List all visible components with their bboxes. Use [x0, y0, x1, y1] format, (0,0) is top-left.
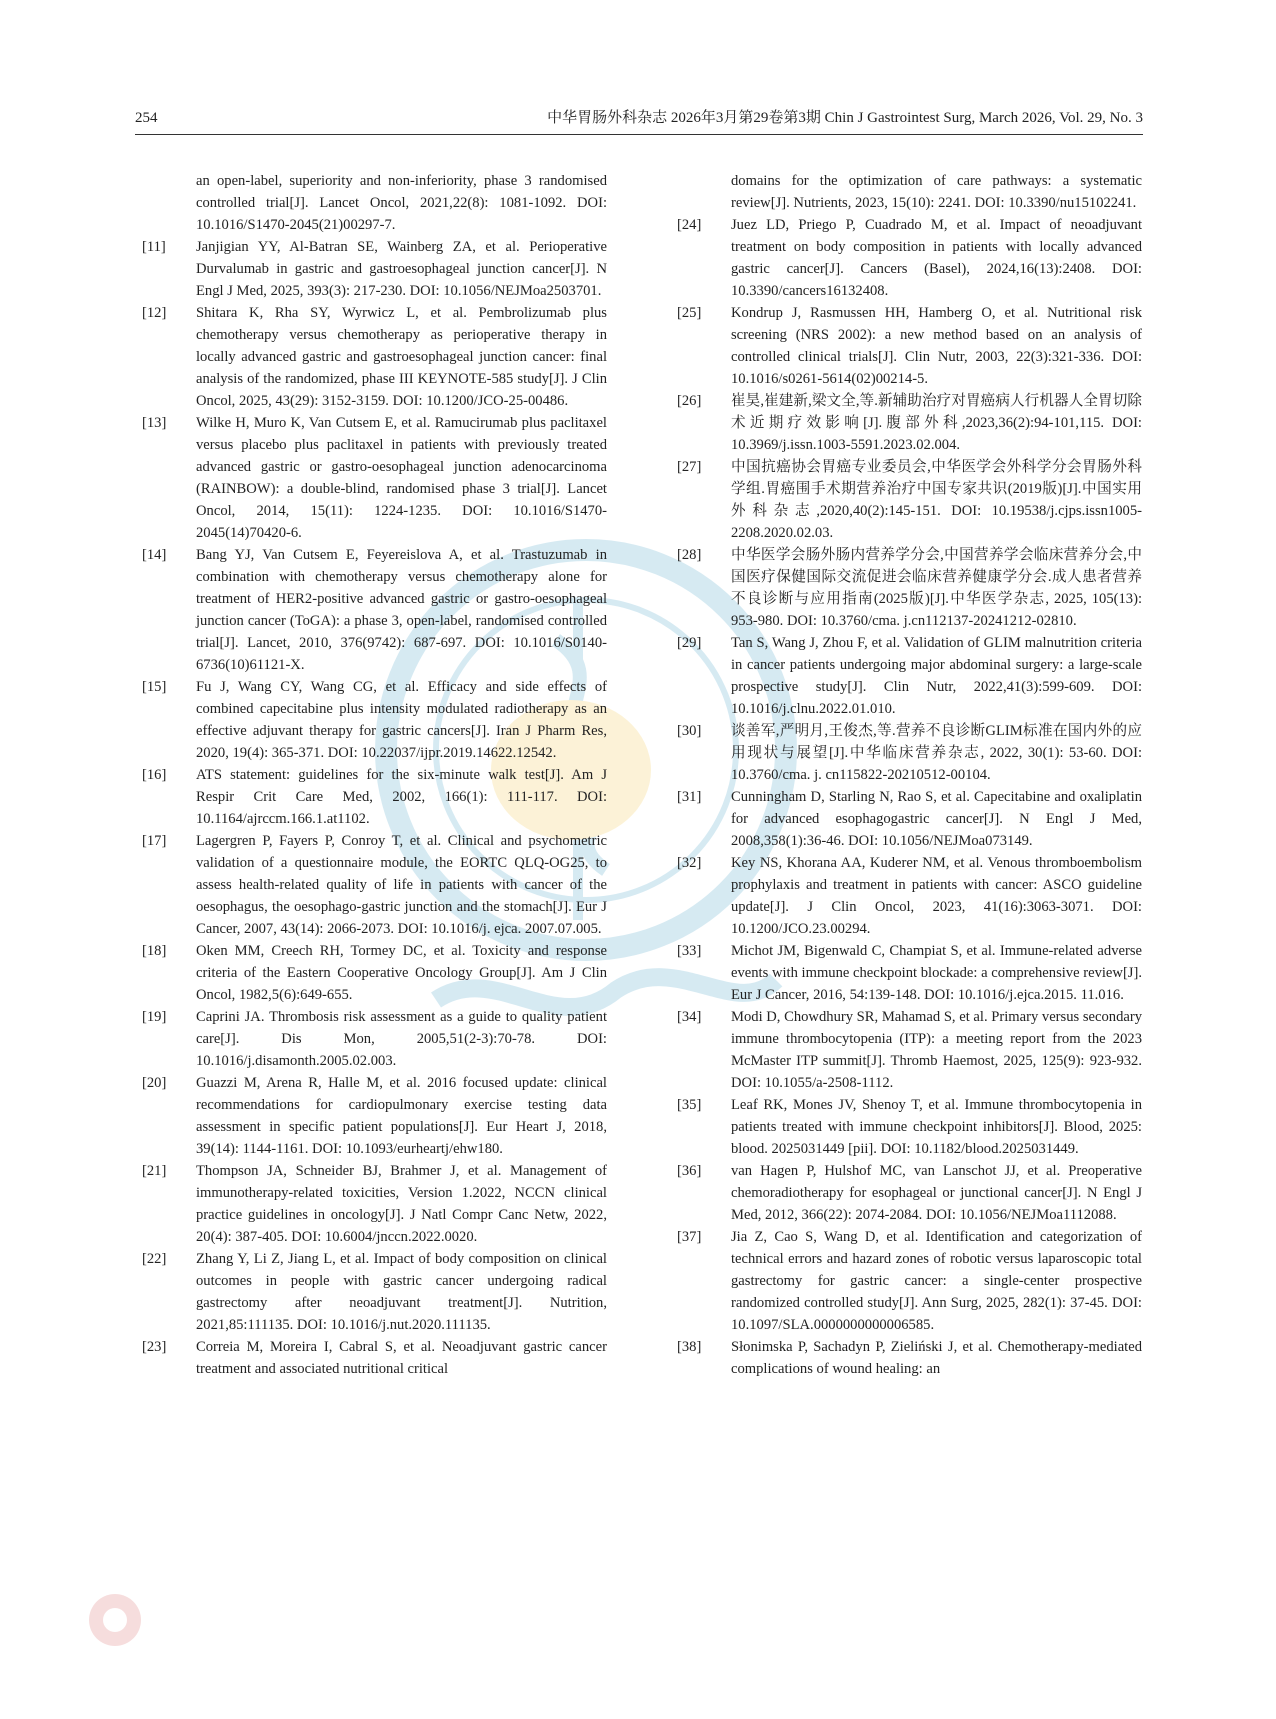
reference-entry	[677, 170, 1142, 214]
reference-number: [15]	[142, 679, 167, 695]
reference-entry	[677, 1006, 1142, 1094]
reference-entry	[142, 1072, 607, 1160]
reference-number: [34]	[677, 1009, 702, 1025]
reference-text: ATS statement: guidelines for the six-minute walk test[J]. Am J Respir Crit Care Med, 2002, 166(1): 111-117. DOI: 10.1164/ajrccm.166.1.at1102.	[196, 767, 607, 827]
reference-number: [22]	[142, 1251, 167, 1267]
reference-text: an open-label, superiority and non-inferiority, phase 3 randomised controlled trial[J]. Lancet Oncol, 2021,22(8): 1081-1092. DOI: 10.1016/S1470-2045(21)00297-7.	[196, 173, 607, 233]
reference-text: 谈善军,严明月,王俊杰,等.营养不良诊断GLIM标准在国内外的应用现状与展望[J].中华临床营养杂志, 2022, 30(1): 53-60. DOI: 10.3760/cma. j. cn115822-20210512-00104.	[731, 723, 1142, 783]
reference-entry	[677, 786, 1142, 852]
reference-text: Janjigian YY, Al-Batran SE, Wainberg ZA, et al. Perioperative Durvalumab in gastric and gastroesophageal junction cancer[J]. N Engl J Med, 2025, 393(3): 217-230. DOI: 10.1056/NEJMoa2503701.	[196, 239, 607, 299]
reference-entry	[142, 1248, 607, 1336]
reference-entry	[142, 544, 607, 676]
reference-number: [25]	[677, 305, 702, 321]
reference-text: 中华医学会肠外肠内营养学分会,中国营养学会临床营养分会,中国医疗保健国际交流促进会临床营养健康学分会.成人患者营养不良诊断与应用指南(2025版)[J].中华医学杂志, 2025, 105(13): 953-980. DOI: 10.3760/cma. j.cn112137-20241212-02810.	[731, 547, 1142, 629]
reference-number: [29]	[677, 635, 702, 651]
reference-entry	[677, 390, 1142, 456]
references-left-column	[142, 170, 607, 1380]
reference-entry	[677, 456, 1142, 544]
reference-text: Thompson JA, Schneider BJ, Brahmer J, et al. Management of immunotherapy-related toxicities, Version 1.2022, NCCN clinical practice guidelines in oncology[J]. J Natl Compr Canc Netw, 2022, 20(4): 387-405. DOI: 10.6004/jnccn.2022.0020.	[196, 1163, 607, 1245]
reference-number: [23]	[142, 1339, 167, 1355]
reference-number: [20]	[142, 1075, 167, 1091]
reference-entry	[677, 720, 1142, 786]
reference-number: [18]	[142, 943, 167, 959]
reference-text: Bang YJ, Van Cutsem E, Feyereislova A, et al. Trastuzumab in combination with chemotherapy versus chemotherapy alone for treatment of HER2-positive advanced gastric or gastro-oesophageal junction cancer (ToGA): a phase 3, open-label, randomised controlled trial[J]. Lancet, 2010, 376(9742): 687-697. DOI: 10.1016/S0140-6736(10)61121-X.	[196, 547, 607, 673]
reference-entry	[142, 1160, 607, 1248]
reference-text: Fu J, Wang CY, Wang CG, et al. Efficacy and side effects of combined capecitabine plus intensity modulated radiotherapy as an effective adjuvant therapy for gastric cancers[J]. Iran J Pharm Res, 2020, 19(4): 365-371. DOI: 10.22037/ijpr.2019.14622.12542.	[196, 679, 607, 761]
reference-text: Key NS, Khorana AA, Kuderer NM, et al. Venous thromboembolism prophylaxis and treatment in patients with cancer: ASCO guideline update[J]. J Clin Oncol, 2023, 41(16):3063-3071. DOI: 10.1200/JCO.23.00294.	[731, 855, 1142, 937]
reference-text: Leaf RK, Mones JV, Shenoy T, et al. Immune thrombocytopenia in patients treated with immune checkpoint inhibitors[J]. Blood, 2025: blood. 2025031449 [pii]. DOI: 10.1182/blood.2025031449.	[731, 1097, 1142, 1157]
reference-entry	[677, 1226, 1142, 1336]
reference-text: 崔昊,崔建新,梁文全,等.新辅助治疗对胃癌病人行机器人全胃切除术近期疗效影响[J].腹部外科,2023,36(2):94-101,115. DOI: 10.3969/j.issn.1003-5591.2023.02.004.	[731, 393, 1142, 453]
reference-number: [27]	[677, 459, 702, 475]
reference-entry	[142, 412, 607, 544]
reference-entry	[677, 1094, 1142, 1160]
reference-number: [12]	[142, 305, 167, 321]
reference-number: [37]	[677, 1229, 702, 1245]
reference-number: [11]	[142, 239, 166, 255]
reference-text: Cunningham D, Starling N, Rao S, et al. Capecitabine and oxaliplatin for advanced esophagogastric cancer[J]. N Engl J Med, 2008,358(1):36-46. DOI: 10.1056/NEJMoa073149.	[731, 789, 1142, 849]
reference-text: Juez LD, Priego P, Cuadrado M, et al. Impact of neoadjuvant treatment on body composition in patients with locally advanced gastric cancer[J]. Cancers (Basel), 2024,16(13):2408. DOI: 10.3390/cancers16132408.	[731, 217, 1142, 299]
reference-entry	[142, 764, 607, 830]
reference-number: [19]	[142, 1009, 167, 1025]
reference-text: Michot JM, Bigenwald C, Champiat S, et al. Immune-related adverse events with immune checkpoint blockade: a comprehensive review[J]. Eur J Cancer, 2016, 54:139-148. DOI: 10.1016/j.ejca.2015. 11.016.	[731, 943, 1142, 1003]
reference-text: Guazzi M, Arena R, Halle M, et al. 2016 focused update: clinical recommendations for cardiopulmonary exercise testing data assessment in specific patient populations[J]. Eur Heart J, 2018, 39(14): 1144-1161. DOI: 10.1093/eurheartj/ehw180.	[196, 1075, 607, 1157]
page-header	[135, 108, 1143, 135]
reference-entry	[142, 676, 607, 764]
journal-title: 中华胃肠外科杂志 2026年3月第29卷第3期 Chin J Gastrointest Surg, March 2026, Vol. 29, No. 3	[547, 110, 1143, 126]
reference-entry	[142, 940, 607, 1006]
reference-entry	[677, 302, 1142, 390]
reference-entry	[142, 830, 607, 940]
reference-number: [38]	[677, 1339, 702, 1355]
page-number: 254	[135, 110, 158, 126]
reference-entry	[142, 302, 607, 412]
reference-entry	[142, 170, 607, 236]
reference-entry	[142, 1336, 607, 1380]
reference-text: Tan S, Wang J, Zhou F, et al. Validation of GLIM malnutrition criteria in cancer patients undergoing major abdominal surgery: a large-scale prospective study[J]. Clin Nutr, 2022,41(3):599-609. DOI: 10.1016/j.clnu.2022.01.010.	[731, 635, 1142, 717]
reference-text: 中国抗癌协会胃癌专业委员会,中华医学会外科学分会胃肠外科学组.胃癌围手术期营养治疗中国专家共识(2019版)[J].中国实用外科杂志,2020,40(2):145-151. DOI: 10.19538/j.cjps.issn1005-2208.2020.02.03.	[731, 459, 1142, 541]
reference-number: [24]	[677, 217, 702, 233]
reference-number: [31]	[677, 789, 702, 805]
reference-text: Słonimska P, Sachadyn P, Zieliński J, et al. Chemotherapy-mediated complications of wound healing: an	[731, 1339, 1142, 1377]
reference-text: Jia Z, Cao S, Wang D, et al. Identification and categorization of technical errors and hazard zones of robotic versus laparoscopic total gastrectomy for gastric cancer: a single-center prospective randomized controlled study[J]. Ann Surg, 2025, 282(1): 37-45. DOI: 10.1097/SLA.0000000000006585.	[731, 1229, 1142, 1333]
reference-number: [26]	[677, 393, 702, 409]
reference-number: [14]	[142, 547, 167, 563]
publisher-logo	[85, 1590, 565, 1650]
reference-number: [13]	[142, 415, 167, 431]
reference-entry	[677, 632, 1142, 720]
reference-number: [30]	[677, 723, 702, 739]
reference-number: [16]	[142, 767, 167, 783]
references-right-column	[677, 170, 1142, 1380]
reference-number: [35]	[677, 1097, 702, 1113]
reference-number: [28]	[677, 547, 702, 563]
reference-number: [21]	[142, 1163, 167, 1179]
reference-entry	[677, 1336, 1142, 1380]
reference-text: Kondrup J, Rasmussen HH, Hamberg O, et al. Nutritional risk screening (NRS 2002): a new method based on an analysis of controlled clinical trials[J]. Clin Nutr, 2003, 22(3):321-336. DOI: 10.1016/s0261-5614(02)00214-5.	[731, 305, 1142, 387]
reference-entry	[677, 940, 1142, 1006]
reference-text: van Hagen P, Hulshof MC, van Lanschot JJ, et al. Preoperative chemoradiotherapy for esophageal or junctional cancer[J]. N Engl J Med, 2012, 366(22): 2074-2084. DOI: 10.1056/NEJMoa1112088.	[731, 1163, 1142, 1223]
publisher-emblem-icon	[85, 1590, 145, 1650]
reference-number: [32]	[677, 855, 702, 871]
reference-entry	[142, 236, 607, 302]
reference-entry	[677, 214, 1142, 302]
reference-entry	[677, 1160, 1142, 1226]
reference-entry	[677, 852, 1142, 940]
reference-text: Correia M, Moreira I, Cabral S, et al. Neoadjuvant gastric cancer treatment and associated nutritional critical	[196, 1339, 607, 1377]
reference-text: Caprini JA. Thrombosis risk assessment as a guide to quality patient care[J]. Dis Mon, 2005,51(2-3):70-78. DOI: 10.1016/j.disamonth.2005.02.003.	[196, 1009, 607, 1069]
reference-text: Oken MM, Creech RH, Tormey DC, et al. Toxicity and response criteria of the Eastern Cooperative Oncology Group[J]. Am J Clin Oncol, 1982,5(6):649-655.	[196, 943, 607, 1003]
reference-entry	[677, 544, 1142, 632]
reference-text: domains for the optimization of care pathways: a systematic review[J]. Nutrients, 2023, 15(10): 2241. DOI: 10.3390/nu15102241.	[731, 173, 1142, 211]
reference-number: [17]	[142, 833, 167, 849]
reference-number: [33]	[677, 943, 702, 959]
reference-text: Shitara K, Rha SY, Wyrwicz L, et al. Pembrolizumab plus chemotherapy versus chemotherapy as perioperative therapy in locally advanced gastric and gastroesophageal junction cancer: final analysis of the randomized, phase III KEYNOTE-585 study[J]. J Clin Oncol, 2025, 43(29): 3152-3159. DOI: 10.1200/JCO-25-00486.	[196, 305, 607, 409]
reference-number: [36]	[677, 1163, 702, 1179]
reference-text: Modi D, Chowdhury SR, Mahamad S, et al. Primary versus secondary immune thrombocytopenia (ITP): a meeting report from the 2023 McMaster ITP summit[J]. Thromb Haemost, 2025, 125(9): 923-932. DOI: 10.1055/a-2508-1112.	[731, 1009, 1143, 1091]
reference-text: Lagergren P, Fayers P, Conroy T, et al. Clinical and psychometric validation of a questionnaire module, the EORTC QLQ-OG25, to assess health-related quality of life in patients with cancer of the oesophagus, the oesophago-gastric junction and the stomach[J]. Eur J Cancer, 2007, 43(14): 2066-2073. DOI: 10.1016/j. ejca. 2007.07.005.	[196, 833, 607, 937]
reference-text: Wilke H, Muro K, Van Cutsem E, et al. Ramucirumab plus paclitaxel versus placebo plus paclitaxel in patients with previously treated advanced gastric or gastro-oesophageal junction adenocarcinoma (RAINBOW): a double-blind, randomised phase 3 trial[J]. Lancet Oncol, 2014, 15(11): 1224-1235. DOI: 10.1016/S1470-2045(14)70420-6.	[196, 415, 607, 541]
reference-entry	[142, 1006, 607, 1072]
reference-text: Zhang Y, Li Z, Jiang L, et al. Impact of body composition on clinical outcomes in people with gastric cancer undergoing radical gastrectomy after neoadjuvant treatment[J]. Nutrition, 2021,85:111135. DOI: 10.1016/j.nut.2020.111135.	[196, 1251, 607, 1333]
